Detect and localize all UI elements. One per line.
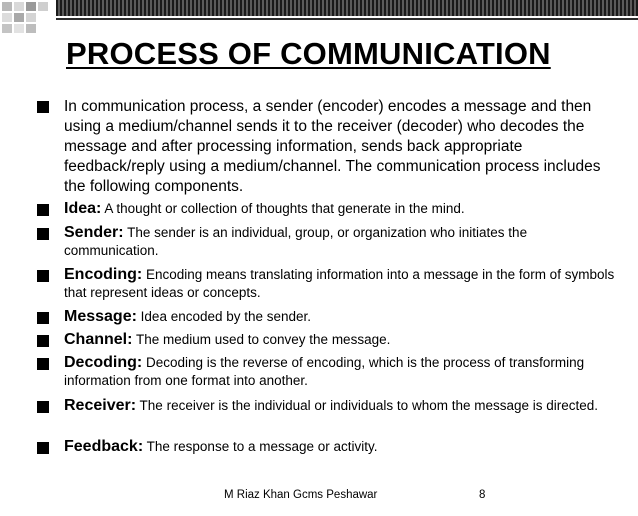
item-description: The receiver is the individual or individuals to whom the message is directed. (136, 398, 599, 413)
item-description: Decoding is the reverse of encoding, which is the process of transforming information from one format into another. (64, 355, 585, 388)
footer-author: M Riaz Khan Gcms Peshawar (224, 489, 378, 501)
item-description: Encoding means translating information into a message in the form of symbols that represent ideas or concepts. (64, 267, 615, 300)
item-text (64, 308, 624, 326)
item-text (64, 266, 624, 302)
item-description: The medium used to convey the message. (132, 332, 391, 347)
item-term: Channel: (64, 331, 133, 348)
slide-title: PROCESS OF COMMUNICATION (66, 36, 551, 71)
item-term: Feedback: (64, 438, 144, 455)
square-bullet-icon (37, 401, 49, 413)
footer-page-number: 8 (479, 489, 486, 501)
item-term: Sender: (64, 224, 124, 241)
item-description: The sender is an individual, group, or organization who initiates the communication. (64, 225, 528, 258)
item-text (64, 397, 624, 415)
item-description: Idea encoded by the sender. (136, 309, 312, 324)
item-text (64, 354, 624, 390)
square-bullet-icon (37, 442, 49, 454)
item-description: A thought or collection of thoughts that generate in the mind. (101, 201, 465, 216)
item-text (64, 200, 624, 218)
intro-paragraph: In communication process, a sender (encoder) encodes a message and then using a medium/channel sends it to the receiver (decoder) who decodes the message and after processing information, sends back appropriate feedback/reply using a medium/channel. The communication process includes the following components. (64, 98, 601, 195)
item-text (64, 331, 624, 349)
item-term: Receiver: (64, 397, 137, 414)
square-bullet-icon (37, 358, 49, 370)
square-bullet-icon (37, 312, 49, 324)
item-term: Message: (64, 308, 137, 325)
item-term: Encoding: (64, 266, 143, 283)
item-description: The response to a message or activity. (143, 439, 378, 454)
square-bullet-icon (37, 270, 49, 282)
square-bullet-icon (37, 335, 49, 347)
item-term: Idea: (64, 200, 102, 217)
square-bullet-icon (37, 204, 49, 216)
item-text (64, 224, 624, 260)
item-term: Decoding: (64, 354, 143, 371)
item-text (64, 438, 624, 456)
square-bullet-icon (37, 101, 49, 113)
square-bullet-icon (37, 228, 49, 240)
